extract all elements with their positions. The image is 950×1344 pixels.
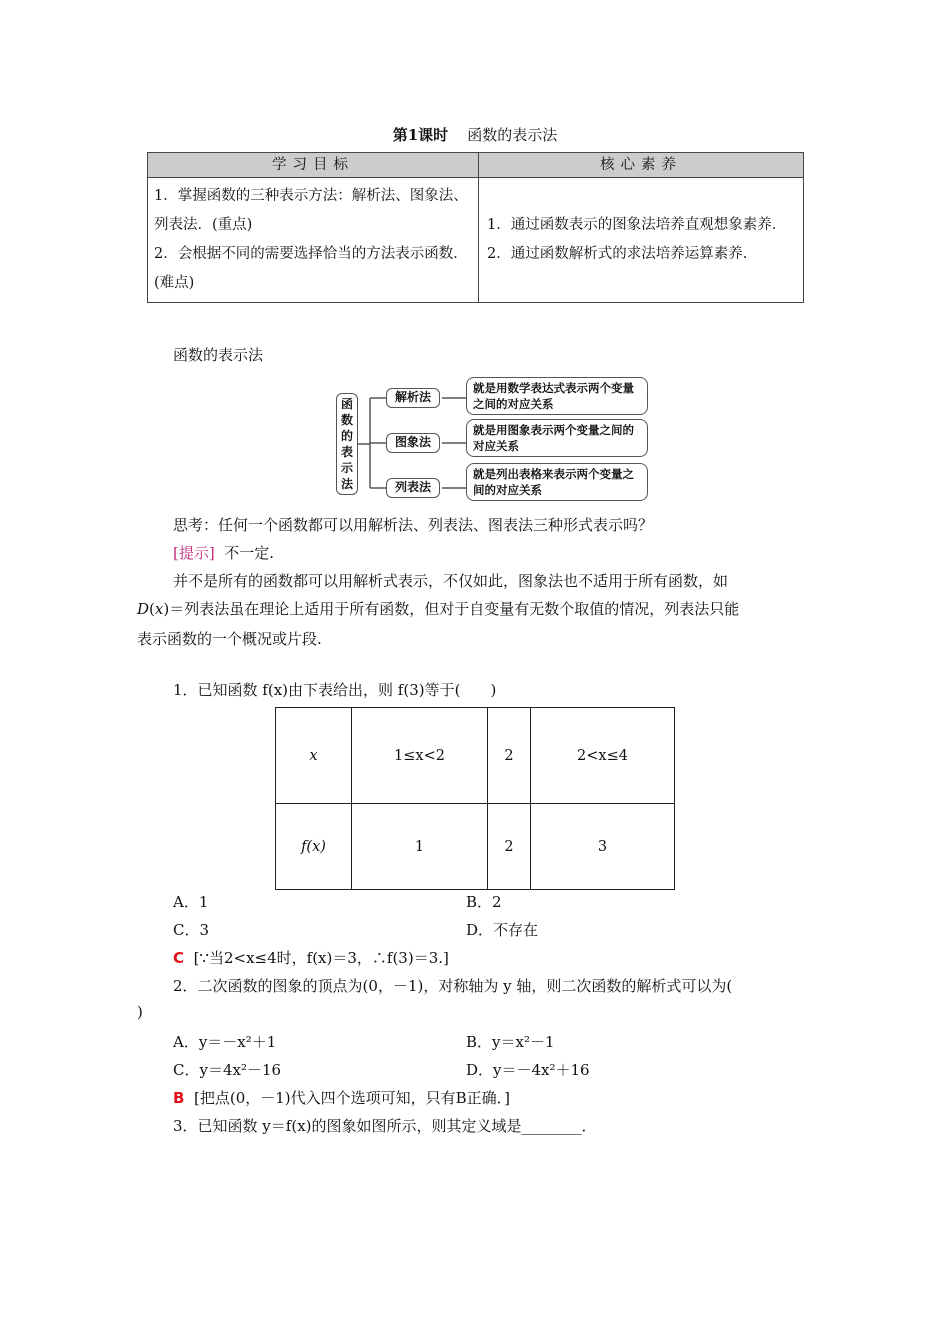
q1-option-c: C．3 <box>173 921 210 939</box>
mindmap-root: 函数的表示法 <box>336 393 358 495</box>
explanation-line-1: 并不是所有的函数都可以用解析式表示，不仅如此，图象法也不适用于所有函数，如 <box>173 572 729 590</box>
mindmap-desc-analytic: 就是用数学表达式表示两个变量之间的对应关系 <box>466 377 648 415</box>
mindmap-node-analytic: 解析法 <box>386 388 440 408</box>
objectives-header: 学习目标 <box>148 153 479 178</box>
cell-text: f(x) <box>301 838 326 855</box>
hint-label: [提示] <box>173 544 215 562</box>
hint-line <box>173 542 274 563</box>
q2-stem-cont: ) <box>137 1003 143 1021</box>
competency-item: 1．通过函数表示的图象法培养直观想象素养． <box>487 217 787 233</box>
q1-answer-line <box>173 947 449 968</box>
q1-stem: 1．已知函数 f(x)由下表给出，则 f(3)等于( ) <box>173 681 497 699</box>
mindmap-desc-graph: 就是用图象表示两个变量之间的对应关系 <box>466 419 648 457</box>
q2-answer: B <box>173 1089 185 1107</box>
q2-option-b: B．y＝x²－1 <box>466 1033 555 1051</box>
q1-option-a: A．1 <box>173 893 209 911</box>
table-cell: 1≤x<2 <box>352 708 488 804</box>
q2-stem: 2．二次函数的图象的顶点为(0，－1)，对称轴为 y 轴，则二次函数的解析式可以为( <box>173 977 733 995</box>
q1-option-b: B．2 <box>466 893 502 911</box>
table-cell: 2 <box>488 804 531 890</box>
lesson-number: 第1课时 <box>392 126 449 144</box>
objective-item: 2．会根据不同的需要选择恰当的方法表示函数．(难点) <box>154 246 468 291</box>
competency-item: 2．通过函数解析式的求法培养运算素养. <box>487 246 748 262</box>
mindmap-node-graph: 图象法 <box>386 433 440 453</box>
q1-option-d: D．不存在 <box>466 921 539 939</box>
q2-option-d: D．y＝－4x²＋16 <box>466 1061 590 1079</box>
mindmap-desc-table: 就是列出表格来表示两个变量之间的对应关系 <box>466 463 648 501</box>
competency-cell <box>479 178 804 303</box>
objectives-cell <box>148 178 479 303</box>
q2-answer-line <box>173 1087 510 1108</box>
explanation-line-3: 表示函数的一个概况或片段. <box>137 630 322 648</box>
table-cell <box>276 804 352 890</box>
q2-option-a: A．y＝－x²＋1 <box>173 1033 277 1051</box>
q3-stem: 3．已知函数 y＝f(x)的图象如图所示，则其定义域是________． <box>173 1117 597 1135</box>
q1-explanation: [∵当2<x≤4时，f(x)＝3，∴f(3)＝3.] <box>193 949 449 967</box>
lesson-topic: 函数的表示法 <box>467 126 558 144</box>
competency-header: 核心素养 <box>479 153 804 178</box>
function-value-table <box>275 707 675 890</box>
explanation-line-2-text: ＝列表法虽在理论上适用于所有函数，但对于自变量有无数个取值的情况，列表法只能 <box>169 600 740 618</box>
cell-text: x <box>309 747 318 764</box>
objective-item: 1．掌握函数的三种表示方法：解析法、图象法、列表法．(重点) <box>154 188 468 233</box>
section-title: 函数的表示法 <box>173 346 264 364</box>
explanation-line-2: D(x)＝列表法虽在理论上适用于所有函数，但对于自变量有无数个取值的情况，列表法只能 <box>137 600 740 618</box>
table-cell: 1 <box>352 804 488 890</box>
x-symbol: x <box>154 600 164 618</box>
hint-text: 不一定. <box>224 544 275 562</box>
table-cell: 3 <box>531 804 675 890</box>
table-cell: 2<x≤4 <box>531 708 675 804</box>
q2-explanation: [把点(0，－1)代入四个选项可知，只有B正确．] <box>193 1089 511 1107</box>
q2-option-c: C．y＝4x²－16 <box>173 1061 282 1079</box>
table-cell: 2 <box>488 708 531 804</box>
d-symbol: D <box>137 600 150 618</box>
q1-answer: C <box>173 949 185 967</box>
think-question: 思考：任何一个函数都可以用解析法、列表法、图表法三种形式表示吗？ <box>173 516 654 534</box>
objectives-table <box>147 152 804 303</box>
table-cell <box>276 708 352 804</box>
mindmap-node-table: 列表法 <box>386 478 440 498</box>
lesson-title <box>0 124 950 145</box>
